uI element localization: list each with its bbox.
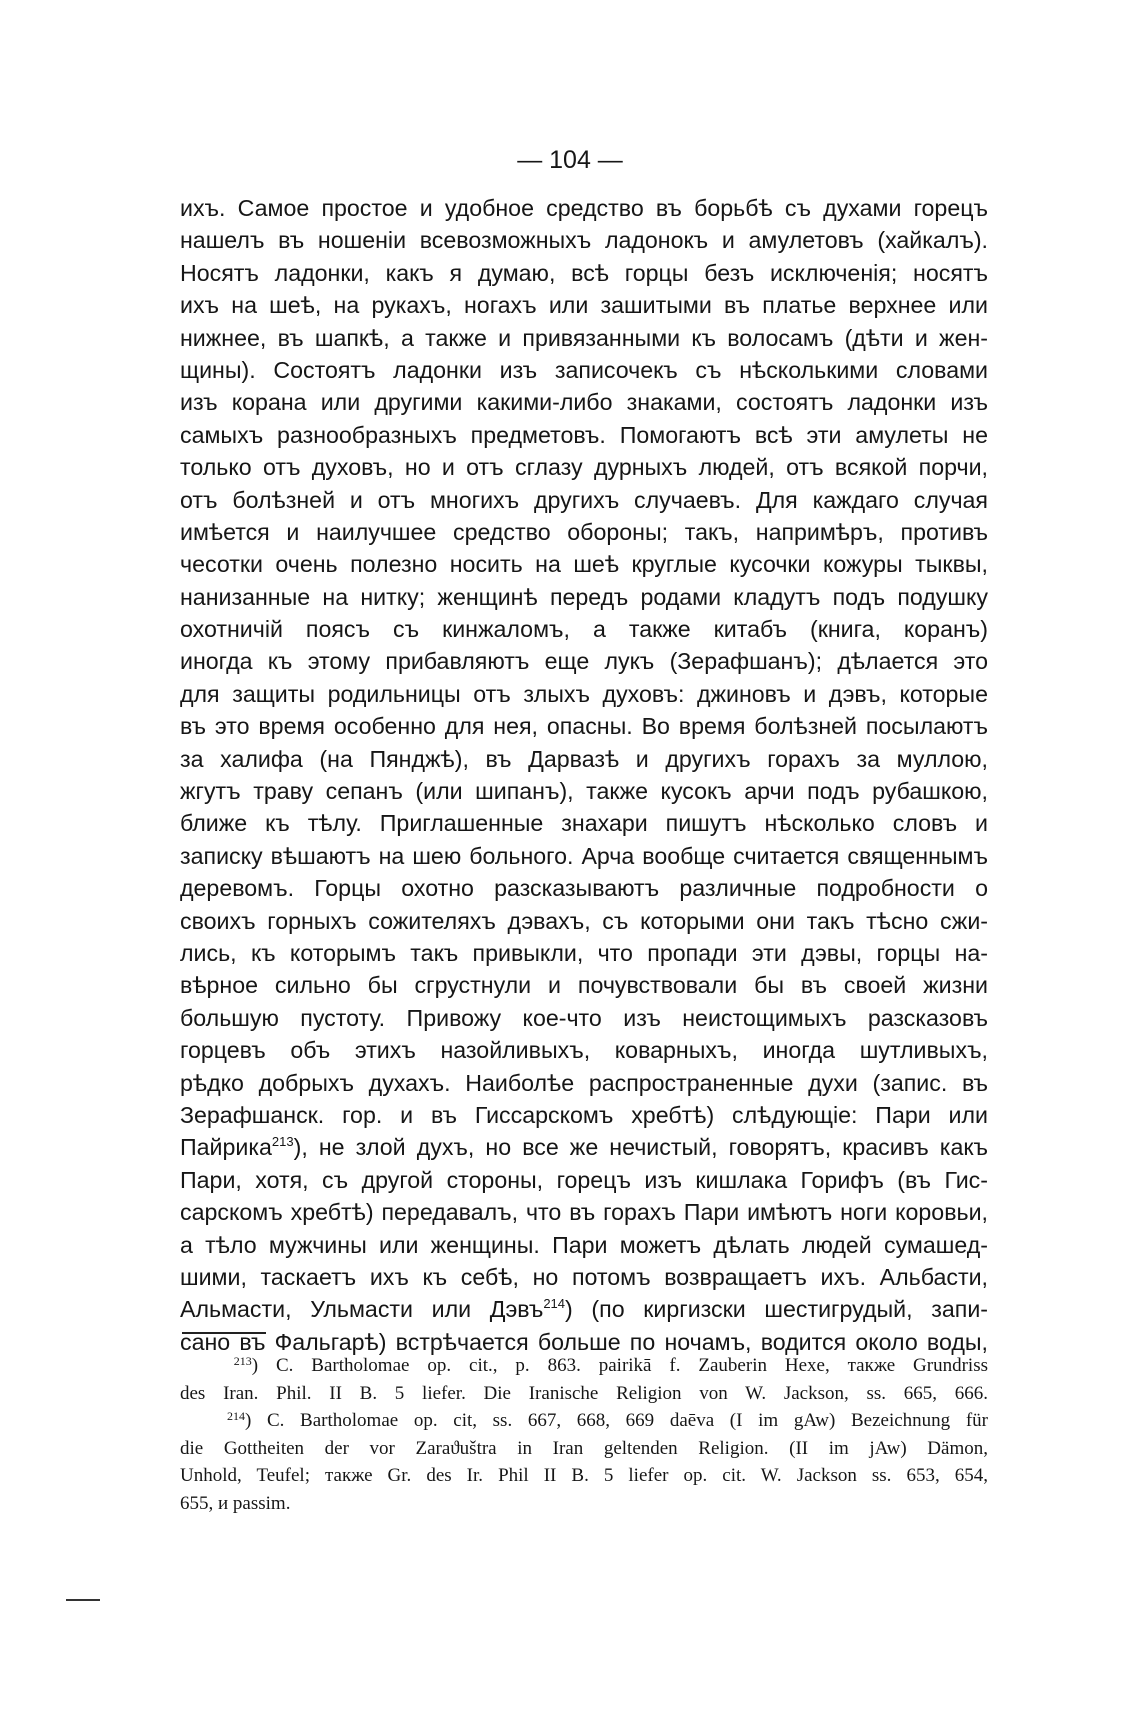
body-text bbox=[180, 192, 988, 1358]
body-line-21: записку вѣшаютъ на шею больного. Арча вообще считается священнымъ bbox=[180, 842, 988, 869]
footnote-214-text-1: ) C. Bartholomae op. cit, ss. 667, 668, 669 daēva (I im gAw) Bezeichnung für bbox=[244, 1410, 989, 1432]
footnote-ref-214: 214 bbox=[543, 1296, 566, 1312]
footnote-214-line-3: Unhold, Teufel; также Gr. des Ir. Phil II B. 5 liefer op. cit. W. Jackson ss. 653, 654, bbox=[180, 1465, 988, 1487]
body-line-24: лись, къ которымъ такъ привыкли, что пропади эти дэвы, горцы на- bbox=[180, 939, 988, 966]
body-line-27: горцевъ объ этихъ назойливыхъ, коварныхъ, иногда шутливыхъ, bbox=[180, 1037, 988, 1064]
body-line-32: сарскомъ хребтѣ) передавалъ, что въ горахъ Пари имѣютъ ноги коровьи, bbox=[180, 1199, 988, 1226]
body-line-5: нижнее, въ шапкѣ, а также и привязанными къ волосамъ (дѣти и жен- bbox=[180, 324, 988, 351]
page-number: — 104 — bbox=[517, 146, 623, 174]
page-edge-mark bbox=[66, 1599, 100, 1601]
body-line-36: сано въ Фальгарѣ) встрѣчается больше по ночамъ, водится около воды, bbox=[180, 1328, 988, 1355]
body-line-31: Пари, хотя, съ другой стороны, горецъ изъ кишлака Горифъ (въ Гис- bbox=[180, 1166, 988, 1193]
body-line-30 bbox=[180, 1131, 988, 1163]
body-line-35 bbox=[180, 1293, 988, 1325]
body-line-2: нашелъ въ ношеніи всевозможныхъ ладонокъ и амулетовъ (хайкалъ). bbox=[180, 227, 988, 254]
body-line-16: для защиты родильницы отъ злыхъ духовъ: джиновъ и дэвъ, которые bbox=[180, 680, 988, 707]
body-line-28: рѣдко добрыхъ духахъ. Наиболѣе распространенные духи (запис. въ bbox=[180, 1069, 988, 1096]
body-line-34: шими, таскаетъ ихъ къ себѣ, но потомъ возвращаетъ ихъ. Альбасти, bbox=[180, 1263, 988, 1290]
body-line-7: изъ корана или другими какими-либо знаками, состоятъ ладонки изъ bbox=[180, 389, 988, 416]
body-line-22: деревомъ. Горцы охотно разсказываютъ различные подробности о bbox=[180, 875, 988, 902]
footnote-214-line-2: die Gottheiten der vor Zaraϑuštra in Iran geltenden Religion. (II im jAw) Dämon, bbox=[180, 1437, 988, 1459]
footnotes bbox=[180, 1352, 988, 1518]
body-line-1: ихъ. Самое простое и удобное средство въ борьбѣ съ духами горецъ bbox=[180, 195, 988, 221]
body-line-8: самыхъ разнообразныхъ предметовъ. Помогаютъ всѣ эти амулеты не bbox=[180, 421, 988, 448]
body-line-29: Зерафшанск. гор. и въ Гиссарскомъ хребтѣ) слѣдующіе: Пари или bbox=[180, 1101, 988, 1128]
body-line-30-start: Пайрика bbox=[180, 1134, 272, 1161]
body-line-25: вѣрное сильно бы сгрустнули и почувствовали бы въ своей жизни bbox=[180, 972, 988, 999]
body-line-4: ихъ на шеѣ, на рукахъ, ногахъ или зашитыми въ платье верхнее или bbox=[180, 292, 988, 319]
body-line-13: нанизанные на нитку; женщинѣ передъ родами кладутъ подъ подушку bbox=[180, 583, 988, 610]
body-line-35-start: Альмасти, Ульмасти или Дэвъ bbox=[180, 1296, 544, 1323]
body-line-33: а тѣло мужчины или женщины. Пари можетъ дѣлать людей сумашед- bbox=[180, 1231, 988, 1258]
footnote-214-number: 214 bbox=[226, 1409, 245, 1424]
footnote-213-number: 213 bbox=[233, 1354, 252, 1368]
footnote-214-line-4: 655, и passim. bbox=[180, 1492, 291, 1514]
body-line-9: только отъ духовъ, но и отъ сглазу дурныхъ людей, отъ всякой порчи, bbox=[180, 454, 988, 481]
footnote-separator bbox=[182, 1332, 266, 1334]
body-line-30-end: ), не злой духъ, но все же нечистый, говорятъ, красивъ какъ bbox=[293, 1134, 988, 1161]
body-line-14: охотничій поясъ съ кинжаломъ, а также китабъ (книга, коранъ) bbox=[180, 616, 988, 643]
body-line-18: за халифа (на Пянджѣ), въ Дарвазѣ и другихъ горахъ за муллою, bbox=[180, 745, 988, 772]
footnote-213-line-2: des Iran. Phil. II B. 5 liefer. Die Iranische Religion von W. Jackson, ss. 665, 666. bbox=[180, 1382, 988, 1404]
body-line-26: большую пустоту. Привожу кое-что изъ неистощимыхъ разсказовъ bbox=[180, 1004, 988, 1031]
footnote-214-line-1 bbox=[180, 1407, 988, 1435]
body-line-10: отъ болѣзней и отъ многихъ другихъ случаевъ. Для каждаго случая bbox=[180, 486, 988, 513]
body-line-20: ближе къ тѣлу. Приглашенные знахари пишутъ нѣсколько словъ и bbox=[180, 810, 988, 837]
body-line-6: щины). Состоятъ ладонки изъ записочекъ съ нѣсколькими словами bbox=[180, 356, 988, 383]
body-line-17: въ это время особенно для нея, опасны. Во время болѣзней посылаютъ bbox=[180, 713, 988, 740]
body-line-12: чесотки очень полезно носить на шеѣ круглые кусочки кожуры тыквы, bbox=[180, 551, 988, 578]
footnote-213-line-1 bbox=[180, 1352, 988, 1380]
body-line-3: Носятъ ладонки, какъ я думаю, всѣ горцы безъ исключенія; носятъ bbox=[180, 259, 988, 286]
body-line-11: имѣется и наилучшее средство обороны; такъ, напримѣръ, противъ bbox=[180, 518, 988, 545]
footnote-ref-213: 213 bbox=[271, 1134, 294, 1150]
body-line-23: своихъ горныхъ сожителяхъ дэвахъ, съ которыми они такъ тѣсно сжи- bbox=[180, 907, 988, 934]
footnote-213-text-1: ) C. Bartholomae op. cit., p. 863. pairikā f. Zauberin Hexe, также Grundriss bbox=[251, 1355, 988, 1376]
body-line-35-end: ) (по киргизски шестигрудый, запи- bbox=[565, 1296, 988, 1323]
body-line-19: жгутъ траву сепанъ (или шипанъ), также кусокъ арчи подъ рубашкою, bbox=[180, 778, 988, 805]
body-line-15: иногда къ этому прибавляютъ еще лукъ (Зерафшанъ); дѣлается это bbox=[180, 648, 988, 675]
